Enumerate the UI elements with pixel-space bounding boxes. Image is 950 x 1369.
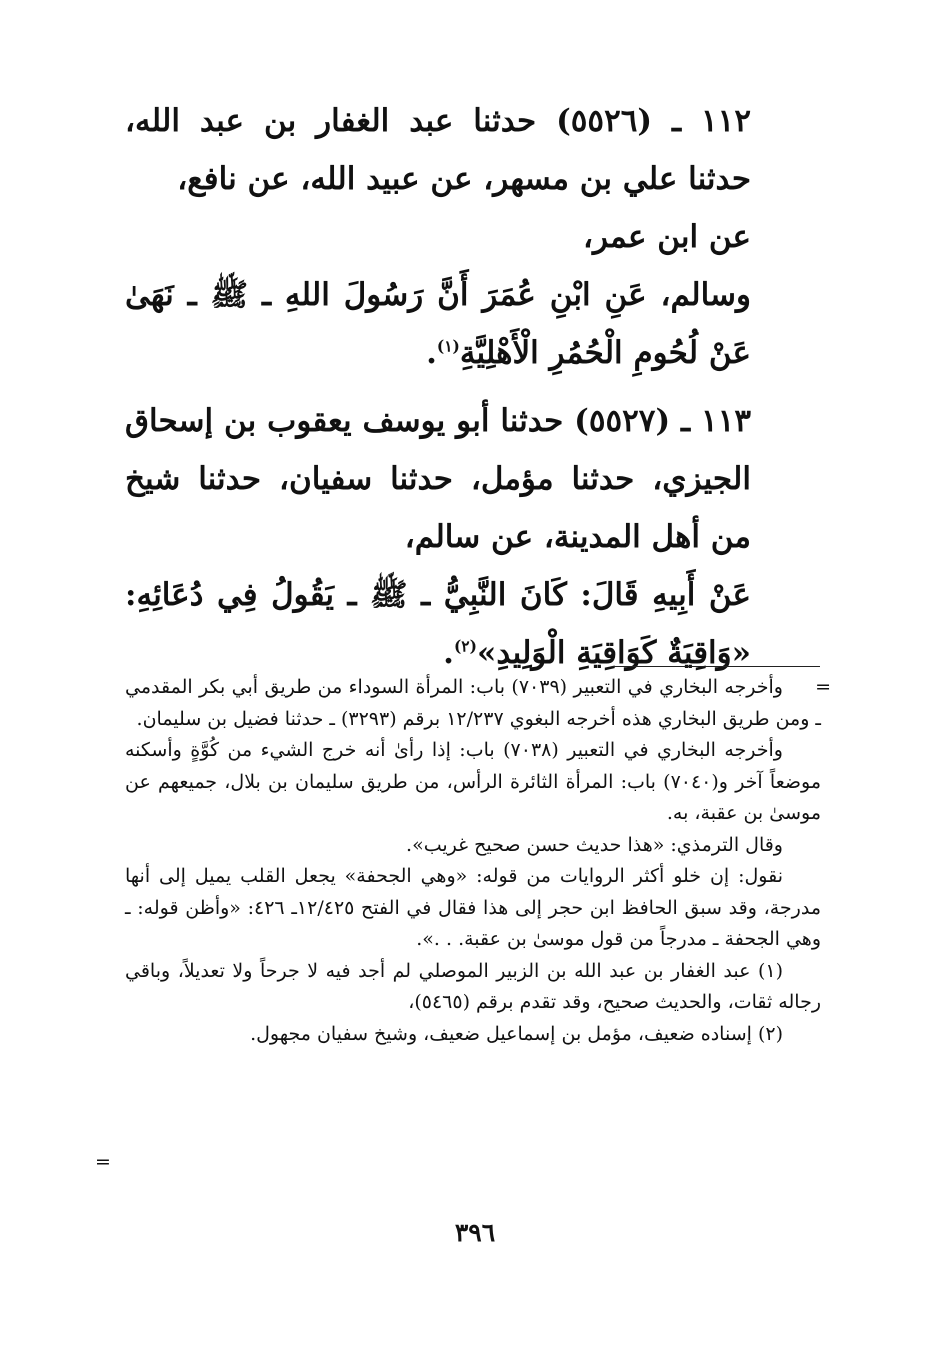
continues-mark: = — [95, 1151, 111, 1173]
continuation-mark: = — [815, 676, 831, 698]
footnote-cont-4: نقول: إن خلو أكثر الروايات من قوله: «وهي الجحفة» يجعل القلب يميل إلى أنها مدرجة، وقد سبق الحافظ ابن حجر إلى هذا فقال في الفتح ١٢/٤٢٥ـ ٤٢٦: «وأظن قوله: ـ وهي الجحفة ـ مدرجاً من قول موسىٰ بن عقبة. . .». — [125, 865, 822, 950]
page-number: ٣٩٦ — [454, 1218, 496, 1247]
footnotes — [95, 672, 831, 1173]
footnote-2: (٢) إسناده ضعيف، مؤمل بن إسماعيل ضعيف، وشيخ سفيان مجهول. — [250, 1022, 783, 1045]
footnote-ref-2[interactable]: (٢) — [453, 636, 477, 656]
footnote-1: (١) عبد الغفار بن عبد الله بن الزبير الموصلي لم أجد فيه لا جرحاً ولا تعديلاً، وباقي رجاله ثقات، والحديث صحيح، وقد تقدم برقم (٥٤٦٥)، — [125, 959, 821, 1013]
hadith-112-matn — [125, 266, 821, 382]
footnote-cont-1: وأخرجه البخاري في التعبير (٧٠٣٩) باب: المرأة السوداء من طريق أبي بكر المقدمي ـ ومن طريق البخاري هذه أخرجه البغوي ١٢/٢٣٧ برقم (٣٢٩٣) ـ حدثنا فضيل بن سليمان. — [125, 676, 821, 730]
footnote-cont-3: وقال الترمذي: «هذا حديث حسن صحيح غريب». — [406, 833, 783, 856]
footnote-separator — [612, 666, 820, 667]
hadith-112-matn-text: وسالم، عَنِ ابْنِ عُمَرَ أَنَّ رَسُولَ اللهِ ـ ﷺ ـ نَهَىٰ عَنْ لُحُومِ الْحُمُرِ الْأَهْلِيَّةِ — [125, 277, 751, 371]
footnote-ref-1[interactable]: (١) — [436, 336, 460, 356]
hadith-112-end: . — [426, 335, 437, 371]
hadith-112-isnad: ١١٢ ـ (٥٥٢٦) حدثنا عبد الغفار بن عبد الله، حدثنا علي بن مسهر، عن عبيد الله، عن نافع، — [125, 103, 751, 197]
main-text — [125, 92, 821, 682]
hadith-113-matn-text: عَنْ أَبِيهِ قَالَ: كَانَ النَّبِيُّ ـ ﷺ ـ يَقُولُ فِي دُعَائِهِ: «وَاقِيَةٌ كَوَاقِيَةِ الْوَلِيدِ» — [125, 577, 751, 671]
hadith-113-isnad: ١١٣ ـ (٥٥٢٧) حدثنا أبو يوسف يعقوب بن إسحاق الجيزي، حدثنا مؤمل، حدثنا سفيان، حدثنا شيخ من أهل المدينة، عن سالم، — [125, 403, 751, 555]
hadith-112-isnad-cont: عن ابن عمر، — [582, 219, 751, 255]
hadith-113-end: . — [443, 635, 454, 671]
hadith-113-matn — [125, 566, 821, 682]
footnote-cont-2: وأخرجه البخاري في التعبير (٧٠٣٨) باب: إذا رأىٰ أنه خرج الشيء من كُوَّةٍ وأسكنه موضعاً آخر و(٧٠٤٠) باب: المرأة الثائرة الرأس، من طريق سليمان بن بلال، جميعهم عن موسىٰ بن عقبة، به. — [125, 739, 821, 824]
